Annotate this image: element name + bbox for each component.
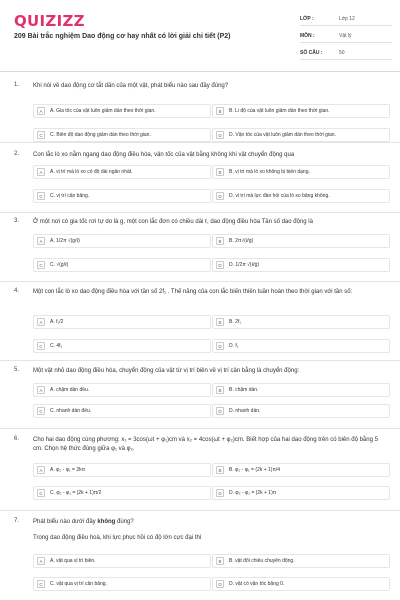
option-d[interactable] (212, 189, 390, 203)
meta-label: MÔN : (300, 32, 315, 39)
question-keyword: không (97, 519, 116, 525)
option-b[interactable] (212, 104, 390, 118)
option-c[interactable] (33, 404, 211, 418)
option-c[interactable] (33, 189, 211, 203)
option-text: C. 4f₁ (50, 343, 63, 349)
question-text: Khi nói về dao động cơ tắt dần của một vật, phát biểu nào sau đây đúng? (33, 83, 229, 89)
option-d[interactable] (212, 577, 390, 591)
option-text: D. vật có vận tốc bằng 0. (229, 581, 285, 587)
option-badge: B (216, 168, 224, 176)
option-badge: C (37, 489, 45, 497)
option-badge: C (37, 407, 45, 415)
option-text: A. 1/2π √(g/ℓ) (50, 238, 80, 244)
divider (0, 212, 400, 213)
option-badge: A (37, 386, 45, 394)
option-a[interactable] (33, 234, 211, 248)
option-a[interactable] (33, 104, 211, 118)
option-badge: D (216, 407, 224, 415)
option-d[interactable] (212, 486, 390, 500)
question-number: 2. (14, 151, 20, 157)
question-subtext: Trong dao động điều hoà, khi lực phục hồi có độ lớn cực đại thì (33, 535, 202, 541)
option-badge: A (37, 237, 45, 245)
option-text: D. f₁ (229, 343, 239, 349)
option-text: A. chậm dần đều. (50, 387, 90, 393)
option-c[interactable] (33, 258, 211, 272)
meta-info (300, 12, 392, 63)
divider (0, 510, 400, 511)
page-header (0, 0, 400, 72)
option-badge: A (37, 107, 45, 115)
option-c[interactable] (33, 577, 211, 591)
option-text: A. vật qua vị trí biên. (50, 558, 96, 564)
option-text: C. √(g/ℓ) (50, 262, 69, 268)
option-text: D. vị trí mà lực đàn hồi của lò xo bằng không. (229, 193, 330, 199)
option-badge: A (37, 557, 45, 565)
option-badge: D (216, 261, 224, 269)
option-a[interactable] (33, 165, 211, 179)
option-badge: D (216, 580, 224, 588)
option-badge: B (216, 237, 224, 245)
option-badge: C (37, 261, 45, 269)
option-text: A. f₁/2 (50, 319, 64, 325)
question-text: Con lắc lò xo nằm ngang dao động điều hòa, vận tốc của vật bằng không khi vật chuyển động qua (33, 152, 295, 158)
option-text: B. vị trí mà lò xo không bị biến dạng. (229, 169, 310, 175)
option-badge: C (37, 580, 45, 588)
option-text: D. φ₂ - φ₁ = (2k + 1)π (229, 490, 277, 496)
option-b[interactable] (212, 463, 390, 477)
option-text: B. chậm dần. (229, 387, 259, 393)
question-text: Một con lắc lò xo dao động điều hòa với tần số 2f₁ . Thế năng của con lắc biến thiên tuần hoàn theo thời gian với tần số: (33, 289, 353, 295)
option-badge: B (216, 386, 224, 394)
option-text: B. vật đổi chiều chuyển động. (229, 558, 295, 564)
option-b[interactable] (212, 234, 390, 248)
option-c[interactable] (33, 339, 211, 353)
meta-value: Lớp 12 (339, 15, 355, 22)
question-number: 4. (14, 288, 20, 294)
divider (0, 142, 400, 143)
option-d[interactable] (212, 128, 390, 142)
option-badge: D (216, 192, 224, 200)
option-d[interactable] (212, 258, 390, 272)
divider (0, 281, 400, 282)
option-text: D. nhanh dần. (229, 408, 261, 414)
meta-label: SỐ CÂU : (300, 49, 323, 56)
meta-value: Vật lý (339, 32, 352, 39)
option-badge: D (216, 342, 224, 350)
option-b[interactable] (212, 165, 390, 179)
option-a[interactable] (33, 554, 211, 568)
option-badge: C (37, 131, 45, 139)
option-badge: A (37, 168, 45, 176)
option-b[interactable] (212, 554, 390, 568)
option-b[interactable] (212, 383, 390, 397)
option-text: C. vị trí cân bằng. (50, 193, 90, 199)
option-badge: B (216, 466, 224, 474)
meta-row-subject (300, 29, 392, 43)
meta-value: 50 (339, 49, 345, 56)
option-badge: C (37, 342, 45, 350)
option-text: A. φ₂ - φ₁ = 2kπ (50, 467, 86, 473)
question-text: Một vật nhỏ dao động điều hòa, chuyển động của vật từ vị trí biên về vị trí cân bằng là chuyển động: (33, 368, 300, 374)
option-text: C. nhanh dần đều. (50, 408, 92, 414)
option-text: D. 1/2π √(ℓ/g) (229, 262, 260, 268)
option-a[interactable] (33, 383, 211, 397)
option-badge: D (216, 489, 224, 497)
option-badge: B (216, 318, 224, 326)
option-text: B. Li độ của vật luôn giảm dần theo thời gian. (229, 108, 330, 114)
question-text-post: đúng? (115, 519, 134, 525)
option-badge: C (37, 192, 45, 200)
meta-row-count (300, 46, 392, 60)
question-number: 6. (14, 436, 20, 442)
question-text: Ở một nơi có gia tốc rơi tự do là g, một con lắc đơn có chiều dài ℓ, dao động điều hòa Tần số dao động là (33, 219, 313, 225)
option-text: A. Gia tốc của vật luôn giảm dần theo thời gian. (50, 108, 156, 114)
question-text: Cho hai dao động cùng phương: x₁ = 3cos(ωt + φ₁)cm và x₂ = 4cos(ωt + φ₂)cm. Biết hợp của hai dao động trên có biên độ bằng 5 cm. Chọn hệ thức đúng giữa φ₁ và φ₂. (33, 437, 378, 452)
option-text: C. Biên độ dao động giảm dần theo thời gian. (50, 132, 151, 138)
option-text: C. vật qua vị trí cân bằng. (50, 581, 107, 587)
option-b[interactable] (212, 315, 390, 329)
document-title: 209 Bài trắc nghiệm Dao động cơ hay nhất có lời giải chi tiết (P2) (14, 33, 231, 40)
question-text-pre: Phát biểu nào dưới đây (33, 519, 98, 525)
quizizz-logo: QUIZIZZ (14, 12, 85, 30)
option-a[interactable] (33, 463, 211, 477)
option-a[interactable] (33, 315, 211, 329)
option-badge: D (216, 131, 224, 139)
meta-row-class (300, 12, 392, 26)
option-c[interactable] (33, 486, 211, 500)
option-d[interactable] (212, 404, 390, 418)
option-badge: A (37, 318, 45, 326)
option-text: C. φ₂ - φ₁ = (2k + 1)π/2 (50, 490, 102, 496)
option-c[interactable] (33, 128, 211, 142)
question-number: 1. (14, 82, 20, 88)
option-d[interactable] (212, 339, 390, 353)
option-text: B. 2π√(ℓ/g) (229, 238, 254, 244)
option-text: A. vị trí mà lò xo có độ dài ngắn nhất. (50, 169, 133, 175)
option-badge: B (216, 107, 224, 115)
option-badge: B (216, 557, 224, 565)
question-number: 3. (14, 218, 20, 224)
divider (0, 428, 400, 429)
option-text: B. φ₂ - φ₁ = (2k + 1)π/4 (229, 467, 281, 473)
meta-label: LỚP : (300, 15, 314, 22)
divider (0, 360, 400, 361)
question-number: 7. (14, 518, 20, 524)
option-badge: A (37, 466, 45, 474)
option-text: B. 2f₁ (229, 319, 241, 325)
question-text (33, 518, 388, 527)
question-number: 5. (14, 367, 20, 373)
option-text: D. Vận tốc của vật luôn giảm dần theo thời gian. (229, 132, 336, 138)
